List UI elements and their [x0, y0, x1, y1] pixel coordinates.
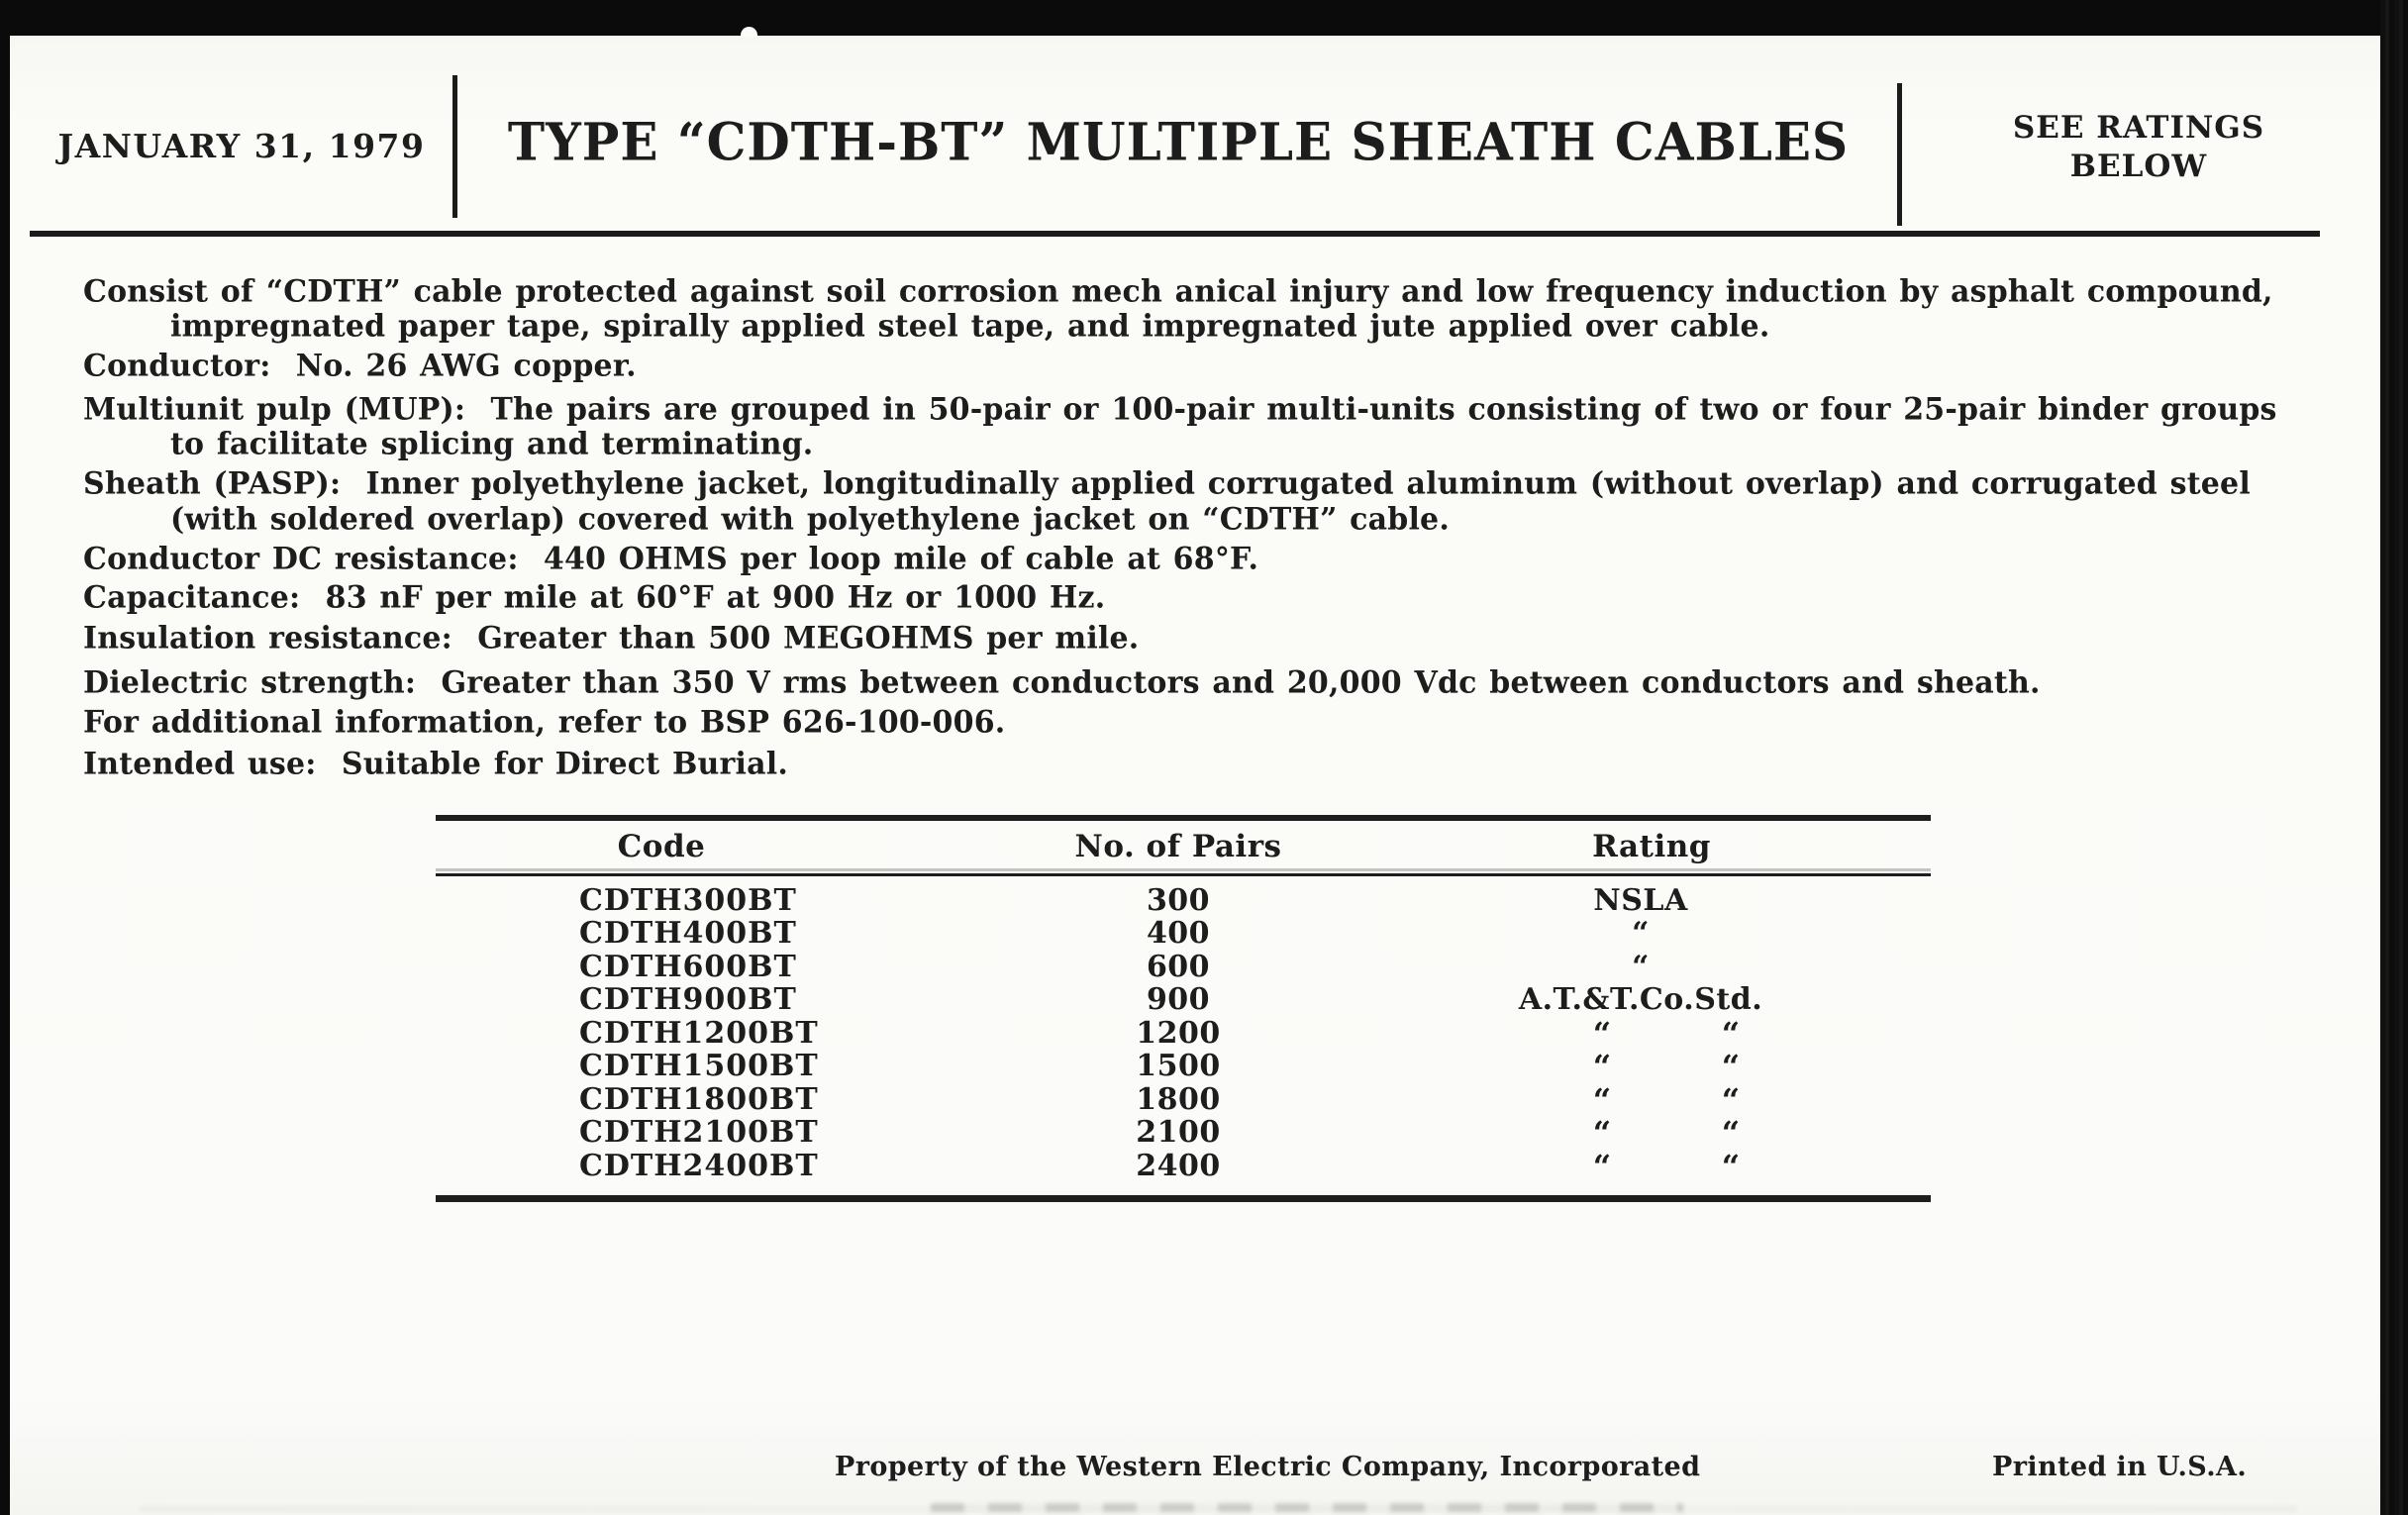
spec-line-capacitance: Capacitance: 83 nF per mile at 60°F at 900 Hz or 1000 Hz. — [83, 579, 1106, 616]
spec-line-multiunit-cont: to facilitate splicing and terminating. — [170, 426, 814, 462]
spec-line-additional: For additional information, refer to BSP 626-100-006. — [83, 704, 1006, 741]
cell-code: CDTH1800BT — [579, 1082, 819, 1117]
cell-code: CDTH900BT — [579, 982, 797, 1017]
printed-in-usa: Printed in U.S.A. — [1992, 1452, 2248, 1482]
cell-pairs: 2400 — [1136, 1149, 1221, 1183]
cell-rating-ditto-right: “ — [1721, 1048, 1741, 1085]
scan-edge-top — [0, 0, 2408, 36]
cell-rating-ditto-left: “ — [1592, 1148, 1612, 1185]
table-rule-top — [436, 815, 1931, 821]
cell-rating-ditto: “ — [1632, 950, 1650, 984]
cell-rating-ditto-right: “ — [1721, 1015, 1741, 1053]
ratings-note-line2: BELOW — [2069, 149, 2208, 184]
header-divider-right — [1897, 83, 1902, 226]
cell-pairs: 1200 — [1136, 1016, 1221, 1051]
table-rule-bottom — [436, 1195, 1931, 1202]
cell-code: CDTH300BT — [579, 883, 797, 918]
column-header-code: Code — [617, 829, 706, 864]
cell-rating-ditto-right: “ — [1721, 1148, 1741, 1185]
table-row — [436, 1083, 1931, 1117]
document-date: JANUARY 31, 1979 — [57, 127, 426, 165]
column-header-rating: Rating — [1592, 829, 1711, 864]
cell-code: CDTH400BT — [579, 916, 797, 951]
table-rule-header — [436, 873, 1931, 876]
cell-pairs: 2100 — [1136, 1115, 1221, 1150]
cell-pairs: 400 — [1146, 916, 1211, 951]
cell-code: CDTH600BT — [579, 950, 797, 984]
cell-pairs: 1500 — [1136, 1049, 1221, 1083]
scan-smudge-faint — [139, 1506, 2297, 1512]
cell-rating-ditto: “ — [1632, 916, 1650, 951]
spec-line-insulation: Insulation resistance: Greater than 500 MEGOHMS per mile. — [83, 620, 1140, 656]
cell-code: CDTH2400BT — [579, 1149, 819, 1183]
cell-pairs: 900 — [1146, 982, 1211, 1017]
header-divider-left — [452, 75, 457, 218]
scan-edge-right — [2380, 0, 2408, 1515]
ratings-note — [1911, 109, 2366, 186]
spec-line-dc-resistance: Conductor DC resistance: 440 OHMS per loop mile of cable at 68°F. — [83, 541, 1259, 577]
ratings-table — [436, 815, 1931, 1211]
spec-line-sheath: Sheath (PASP): Inner polyethylene jacket, longitudinally applied corrugated aluminum (without overlap) and corrugated steel — [83, 465, 2251, 502]
cell-rating-ditto-right: “ — [1721, 1081, 1741, 1119]
spec-line-dielectric: Dielectric strength: Greater than 350 V rms between conductors and 20,000 Vdc between conductors and sheath. — [83, 664, 2041, 701]
cell-code: CDTH1200BT — [579, 1016, 819, 1051]
cell-code: CDTH1500BT — [579, 1049, 819, 1083]
table-row — [436, 1150, 1931, 1183]
cell-rating-ditto-left: “ — [1592, 1114, 1612, 1152]
cell-rating-ditto-left: “ — [1592, 1048, 1612, 1085]
cell-rating-ditto-left: “ — [1592, 1081, 1612, 1119]
page-title: TYPE “CDTH-BT” MULTIPLE SHEATH CABLES — [507, 111, 1850, 173]
spec-line-conductor: Conductor: No. 26 AWG copper. — [83, 348, 637, 384]
cell-rating-ditto-left: “ — [1592, 1015, 1612, 1053]
cell-pairs: 300 — [1146, 883, 1211, 918]
spec-line-sheath-cont: (with soldered overlap) covered with polyethylene jacket on “CDTH” cable. — [170, 501, 1450, 538]
table-row — [436, 884, 1931, 918]
cell-pairs: 1800 — [1136, 1082, 1221, 1117]
cell-rating: A.T.&T.Co.Std. — [1518, 982, 1763, 1017]
scan-edge-left — [0, 0, 10, 1515]
table-row — [436, 917, 1931, 951]
table-row — [436, 1116, 1931, 1150]
spec-line-consist-cont: impregnated paper tape, spirally applied steel tape, and impregnated jute applied over cable. — [170, 308, 1770, 345]
spec-line-multiunit: Multiunit pulp (MUP): The pairs are grouped in 50-pair or 100-pair multi-units consisting of two or four 25-pair binder groups — [83, 391, 2277, 428]
table-row — [436, 951, 1931, 984]
table-row — [436, 1050, 1931, 1083]
table-row — [436, 1017, 1931, 1051]
property-notice: Property of the Western Electric Company, Incorporated — [835, 1452, 1701, 1482]
cell-pairs: 600 — [1146, 950, 1211, 984]
table-row — [436, 983, 1931, 1017]
scan-edge-notch — [741, 27, 757, 37]
cell-code: CDTH2100BT — [579, 1115, 819, 1150]
cell-rating-ditto-right: “ — [1721, 1114, 1741, 1152]
ratings-note-line1: SEE RATINGS — [2012, 110, 2265, 146]
header-rule — [30, 231, 2320, 237]
cell-rating: NSLA — [1593, 883, 1688, 918]
column-header-pairs: No. of Pairs — [1074, 829, 1282, 864]
spec-line-consist: Consist of “CDTH” cable protected against soil corrosion mech anical injury and low frequency induction by asphalt compound, — [83, 273, 2273, 310]
spec-line-intended-use: Intended use: Suitable for Direct Burial. — [83, 746, 788, 782]
